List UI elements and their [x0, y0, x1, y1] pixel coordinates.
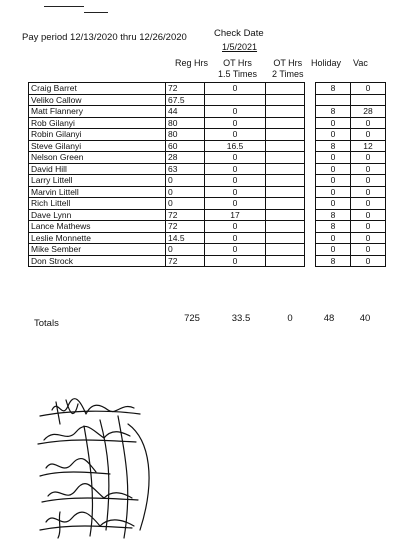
cell-ot15: 0	[205, 221, 266, 233]
cell-reg: 0	[166, 244, 205, 256]
table-row	[29, 140, 386, 152]
total-holiday: 48	[323, 313, 335, 324]
cell-reg: 72	[166, 221, 205, 233]
cell-reg: 72	[166, 83, 205, 95]
signature-stroke	[128, 424, 149, 530]
table-row	[29, 221, 386, 233]
payroll-table	[28, 82, 386, 267]
cell-vac: 0	[351, 152, 386, 164]
column-gap	[305, 140, 316, 152]
cell-vac: 0	[351, 129, 386, 141]
table-row	[29, 175, 386, 187]
column-gap	[305, 232, 316, 244]
col-header-reg-hrs	[175, 58, 208, 69]
cell-ot15: 17	[205, 209, 266, 221]
cell-ot15: 0	[205, 117, 266, 129]
cell-ot15: 0	[205, 198, 266, 210]
column-gap	[305, 106, 316, 118]
signature-stroke	[42, 498, 138, 502]
cell-vac: 0	[351, 232, 386, 244]
signature-stroke	[58, 512, 60, 538]
cell-ot15: 0	[205, 244, 266, 256]
table-row	[29, 244, 386, 256]
cell-ot15: 0	[205, 175, 266, 187]
col-header-reg-hrs-text: Reg Hrs	[175, 58, 209, 68]
cell-employee-name: Don Strock	[29, 255, 166, 267]
col-header-ot-2-line1: OT Hrs	[273, 58, 303, 68]
column-gap	[305, 163, 316, 175]
col-header-holiday	[311, 58, 341, 69]
cell-reg: 67.5	[166, 94, 205, 106]
cell-reg: 80	[166, 117, 205, 129]
signature-stroke	[46, 459, 96, 472]
cell-ot2	[266, 232, 305, 244]
cell-reg: 0	[166, 198, 205, 210]
cell-ot15: 0	[205, 106, 266, 118]
table-row	[29, 163, 386, 175]
cell-holiday: 0	[316, 152, 351, 164]
column-gap	[305, 186, 316, 198]
cell-holiday: 8	[316, 106, 351, 118]
cell-ot2	[266, 140, 305, 152]
column-gap	[305, 117, 316, 129]
total-ot-15: 33.5	[231, 313, 251, 324]
cell-ot2	[266, 83, 305, 95]
column-gap	[305, 94, 316, 106]
cell-ot2	[266, 163, 305, 175]
signature-stroke	[40, 526, 132, 530]
cell-holiday: 8	[316, 83, 351, 95]
column-gap	[305, 255, 316, 267]
cell-ot15: 0	[205, 186, 266, 198]
column-gap	[305, 244, 316, 256]
cell-employee-name: Leslie Monnette	[29, 232, 166, 244]
signature-stroke	[48, 484, 132, 498]
cell-employee-name: Veliko Callow	[29, 94, 166, 106]
cell-ot2	[266, 198, 305, 210]
cell-employee-name: Mike Sember	[29, 244, 166, 256]
cell-holiday: 8	[316, 209, 351, 221]
cell-employee-name: Matt Flannery	[29, 106, 166, 118]
cell-holiday: 0	[316, 186, 351, 198]
total-ot-2: 0	[287, 313, 293, 324]
col-header-holiday-text: Holiday	[311, 58, 342, 68]
total-reg-hrs: 725	[184, 313, 200, 324]
check-date-value: 1/5/2021	[222, 42, 258, 52]
cell-vac: 0	[351, 198, 386, 210]
column-gap	[305, 221, 316, 233]
cell-vac	[351, 94, 386, 106]
cell-reg: 63	[166, 163, 205, 175]
scan-mark	[44, 6, 84, 7]
handwritten-signatures	[0, 380, 418, 541]
cell-holiday: 0	[316, 129, 351, 141]
cell-ot15: 0	[205, 129, 266, 141]
col-header-ot-15	[218, 58, 257, 80]
cell-reg: 80	[166, 129, 205, 141]
cell-ot2	[266, 117, 305, 129]
cell-employee-name: Rob Gilanyi	[29, 117, 166, 129]
cell-reg: 0	[166, 186, 205, 198]
col-header-ot-15-line1: OT Hrs	[223, 58, 252, 68]
cell-vac: 28	[351, 106, 386, 118]
column-gap	[305, 198, 316, 210]
cell-vac: 0	[351, 186, 386, 198]
cell-holiday	[316, 94, 351, 106]
table-row	[29, 129, 386, 141]
cell-vac: 0	[351, 244, 386, 256]
cell-holiday: 0	[316, 232, 351, 244]
cell-vac: 0	[351, 163, 386, 175]
column-gap	[305, 209, 316, 221]
column-gap	[305, 129, 316, 141]
cell-reg: 44	[166, 106, 205, 118]
cell-holiday: 0	[316, 198, 351, 210]
cell-ot2	[266, 129, 305, 141]
cell-ot15: 0	[205, 152, 266, 164]
table-row	[29, 186, 386, 198]
cell-reg: 60	[166, 140, 205, 152]
cell-vac: 12	[351, 140, 386, 152]
table-row	[29, 83, 386, 95]
cell-ot15	[205, 94, 266, 106]
signature-stroke	[40, 472, 110, 476]
cell-employee-name: Dave Lynn	[29, 209, 166, 221]
cell-employee-name: Marvin Littell	[29, 186, 166, 198]
cell-holiday: 8	[316, 255, 351, 267]
cell-holiday: 8	[316, 140, 351, 152]
cell-vac: 0	[351, 117, 386, 129]
table-row	[29, 198, 386, 210]
cell-employee-name: Rich Littell	[29, 198, 166, 210]
table-row	[29, 117, 386, 129]
cell-ot2	[266, 106, 305, 118]
cell-ot2	[266, 175, 305, 187]
cell-vac: 0	[351, 209, 386, 221]
table-row	[29, 152, 386, 164]
check-date-label: Check Date	[214, 28, 264, 39]
cell-ot2	[266, 255, 305, 267]
table-row	[29, 209, 386, 221]
signature-stroke	[44, 426, 130, 440]
cell-reg: 0	[166, 175, 205, 187]
cell-vac: 0	[351, 83, 386, 95]
column-gap	[305, 83, 316, 95]
cell-holiday: 0	[316, 244, 351, 256]
cell-ot2	[266, 94, 305, 106]
table-row	[29, 106, 386, 118]
cell-ot15: 16.5	[205, 140, 266, 152]
cell-ot2	[266, 244, 305, 256]
cell-employee-name: Craig Barret	[29, 83, 166, 95]
cell-reg: 14.5	[166, 232, 205, 244]
cell-holiday: 0	[316, 117, 351, 129]
cell-ot15: 0	[205, 232, 266, 244]
signature-stroke	[40, 411, 140, 416]
column-gap	[305, 175, 316, 187]
payroll-table-body	[29, 83, 386, 267]
cell-ot15: 0	[205, 83, 266, 95]
cell-reg: 28	[166, 152, 205, 164]
cell-employee-name: Robin Gilanyi	[29, 129, 166, 141]
cell-employee-name: Lance Mathews	[29, 221, 166, 233]
cell-ot15: 0	[205, 163, 266, 175]
col-header-vac-text: Vac	[353, 58, 368, 68]
col-header-vac	[353, 58, 368, 69]
column-gap	[305, 152, 316, 164]
cell-vac: 0	[351, 255, 386, 267]
cell-vac: 0	[351, 221, 386, 233]
cell-reg: 72	[166, 255, 205, 267]
cell-vac: 0	[351, 175, 386, 187]
cell-employee-name: David Hill	[29, 163, 166, 175]
cell-employee-name: Steve Gilanyi	[29, 140, 166, 152]
table-row	[29, 232, 386, 244]
cell-ot2	[266, 209, 305, 221]
cell-employee-name: Nelson Green	[29, 152, 166, 164]
signature-stroke	[84, 426, 92, 536]
totals-label: Totals	[34, 318, 59, 329]
col-header-ot-2	[272, 58, 304, 80]
total-vac: 40	[359, 313, 371, 324]
table-row	[29, 94, 386, 106]
cell-reg: 72	[166, 209, 205, 221]
cell-holiday: 8	[316, 221, 351, 233]
pay-period-text: Pay period 12/13/2020 thru 12/26/2020	[22, 32, 187, 43]
col-header-ot-15-line2: 1.5 Times	[218, 69, 258, 79]
col-header-ot-2-line2: 2 Times	[272, 69, 304, 79]
cell-employee-name: Larry Littell	[29, 175, 166, 187]
cell-ot15: 0	[205, 255, 266, 267]
cell-holiday: 0	[316, 163, 351, 175]
scan-mark	[84, 12, 108, 13]
cell-holiday: 0	[316, 175, 351, 187]
table-row	[29, 255, 386, 267]
cell-ot2	[266, 152, 305, 164]
cell-ot2	[266, 221, 305, 233]
cell-ot2	[266, 186, 305, 198]
